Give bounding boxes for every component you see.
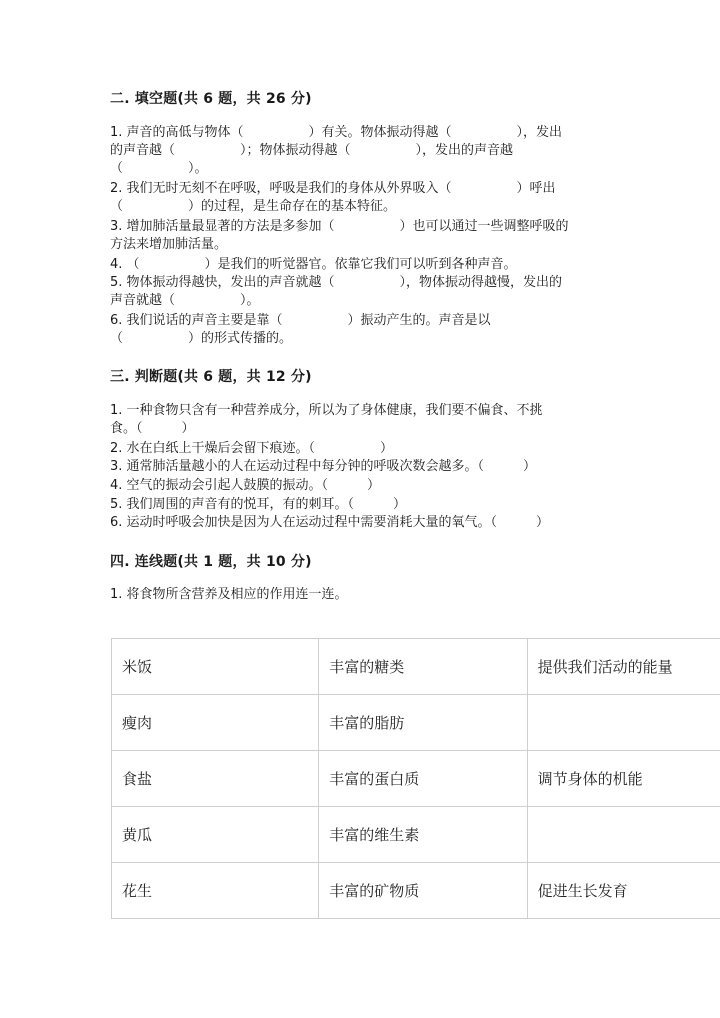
fill-blank-line: 的声音越（ ）；物体振动得越（ ），发出的声音越 bbox=[110, 143, 514, 158]
fill-blank-line: 声音就越（ ）。 bbox=[110, 293, 260, 308]
table-row bbox=[112, 863, 720, 919]
function-cell bbox=[527, 695, 720, 751]
fill-blank-line: 4. （ ）是我们的听觉器官。依靠它我们可以听到各种声音。 bbox=[110, 257, 517, 272]
nutrient-cell: 丰富的糖类 bbox=[319, 639, 527, 695]
fill-blank-line: 方法来增加肺活量。 bbox=[110, 237, 228, 252]
nutrient-cell: 丰富的维生素 bbox=[319, 807, 527, 863]
section-title-true-false: 三. 判断题(共 6 题，共 12 分) bbox=[110, 369, 312, 385]
food-cell: 花生 bbox=[112, 863, 319, 919]
fill-blank-line: 5. 物体振动得越快，发出的声音就越（ ），物体振动得越慢，发出的 bbox=[110, 275, 563, 290]
food-cell: 米饭 bbox=[112, 639, 319, 695]
nutrient-cell: 丰富的矿物质 bbox=[319, 863, 527, 919]
nutrient-cell: 丰富的蛋白质 bbox=[319, 751, 527, 807]
table-row bbox=[112, 639, 720, 695]
section-title-matching: 四. 连线题(共 1 题，共 10 分) bbox=[110, 554, 312, 570]
section-title-fill-blank: 二. 填空题(共 6 题，共 26 分) bbox=[110, 91, 312, 107]
function-cell: 促进生长发育 bbox=[527, 863, 720, 919]
fill-blank-line: 6. 我们说话的声音主要是靠（ ）振动产生的。声音是以 bbox=[110, 313, 491, 328]
function-cell bbox=[527, 807, 720, 863]
true-false-line: 5. 我们周围的声音有的悦耳，有的刺耳。（ ） bbox=[110, 497, 407, 512]
true-false-line: 1. 一种食物只含有一种营养成分，所以为了身体健康，我们要不偏食、不挑 bbox=[110, 403, 543, 418]
function-cell: 调节身体的机能 bbox=[527, 751, 720, 807]
fill-blank-line: 2. 我们无时无刻不在呼吸，呼吸是我们的身体从外界吸入（ ）呼出 bbox=[110, 181, 556, 196]
food-cell: 瘦肉 bbox=[112, 695, 319, 751]
matching-question: 1. 将食物所含营养及相应的作用连一连。 bbox=[110, 587, 348, 602]
fill-blank-line: （ ）的形式传播的。 bbox=[110, 331, 293, 346]
table-row bbox=[112, 807, 720, 863]
food-cell: 食盐 bbox=[112, 751, 319, 807]
fill-blank-line: （ ）的过程，是生命存在的基本特征。 bbox=[110, 199, 397, 214]
nutrient-cell: 丰富的脂肪 bbox=[319, 695, 527, 751]
fill-blank-line: 1. 声音的高低与物体（ ）有关。物体振动得越（ ），发出 bbox=[110, 125, 563, 140]
table-row bbox=[112, 751, 720, 807]
table-row bbox=[112, 695, 720, 751]
true-false-line: 2. 水在白纸上干燥后会留下痕迹。（ ） bbox=[110, 441, 394, 456]
fill-blank-line: 3. 增加肺活量最显著的方法是多参加（ ）也可以通过一些调整呼吸的 bbox=[110, 219, 569, 234]
fill-blank-line: （ ）。 bbox=[110, 161, 208, 176]
function-cell: 提供我们活动的能量 bbox=[527, 639, 720, 695]
true-false-line: 3. 通常肺活量越小的人在运动过程中每分钟的呼吸次数会越多。（ ） bbox=[110, 459, 537, 474]
matching-table bbox=[111, 638, 720, 919]
true-false-line: 4. 空气的振动会引起人鼓膜的振动。（ ） bbox=[110, 478, 381, 493]
food-cell: 黄瓜 bbox=[112, 807, 319, 863]
true-false-line: 6. 运动时呼吸会加快是因为人在运动过程中需要消耗大量的氧气。（ ） bbox=[110, 515, 550, 530]
true-false-line: 食。（ ） bbox=[110, 421, 195, 436]
